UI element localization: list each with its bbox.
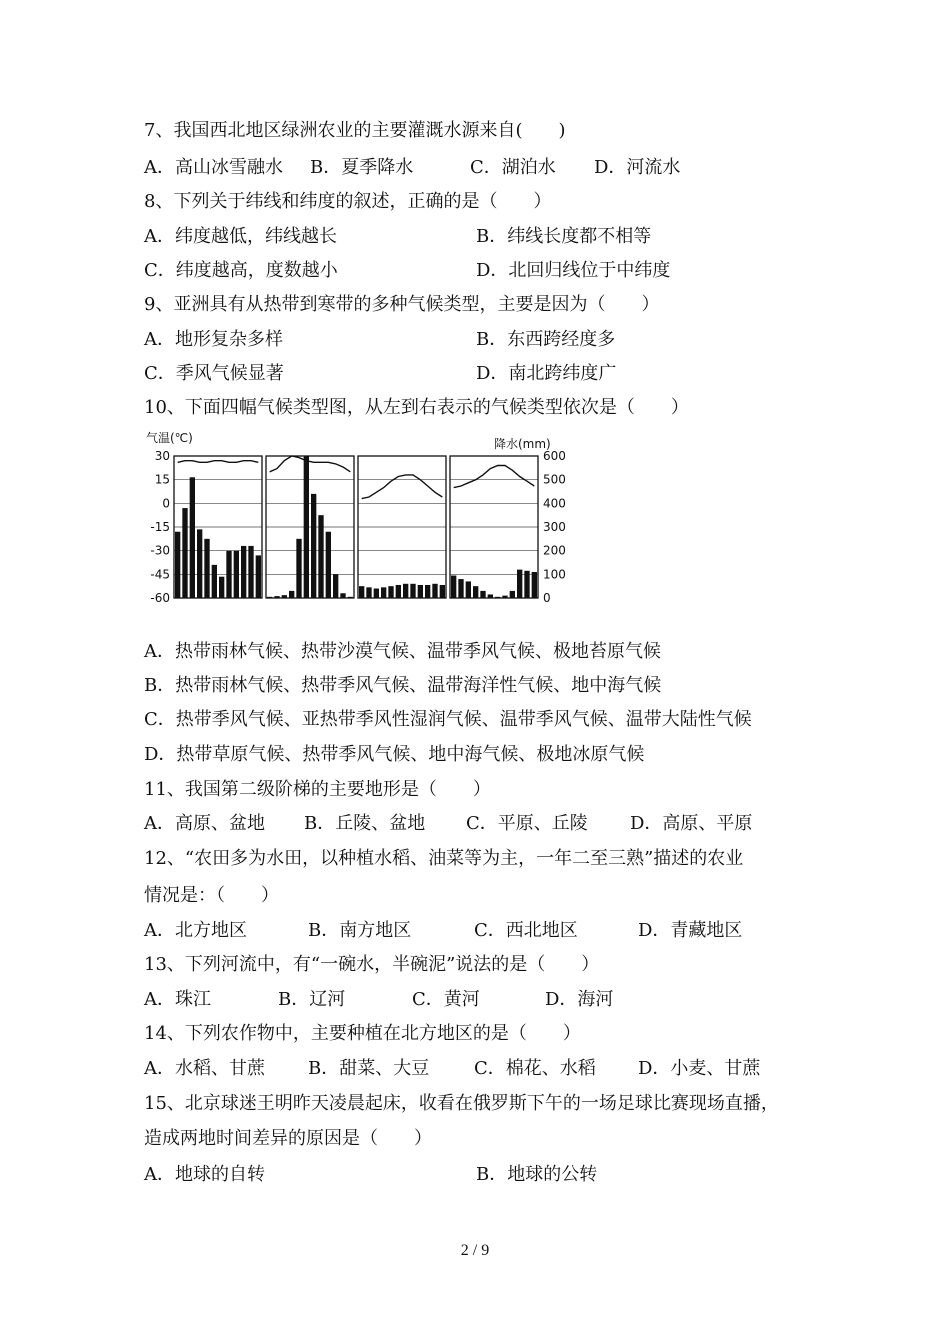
precipitation-bar: [226, 551, 231, 598]
option-b: B．夏季降水: [310, 157, 414, 178]
option-b: B．丘陵、盆地: [304, 813, 426, 834]
option-a: A．地球的自转: [144, 1164, 265, 1185]
precipitation-bar: [304, 456, 309, 598]
precipitation-axis-label: 降水(mm): [494, 437, 551, 451]
temperature-tick-label: -30: [150, 543, 170, 558]
precipitation-bar: [381, 587, 386, 598]
temperature-tick-label: 15: [154, 472, 170, 487]
precipitation-bar: [289, 591, 294, 598]
precipitation-bar: [403, 584, 408, 598]
precipitation-bar: [274, 596, 279, 598]
option-c: C．西北地区: [474, 920, 578, 941]
temperature-tick-label: 0: [162, 496, 170, 511]
question-11-stem: 11、我国第二级阶梯的主要地形是（ ）: [144, 779, 491, 800]
precipitation-bar: [440, 585, 445, 598]
option-c: C．黄河: [412, 989, 480, 1010]
option-b: B．南方地区: [308, 920, 412, 941]
precipitation-bar: [267, 597, 272, 598]
precipitation-bar: [418, 585, 423, 598]
question-14-stem: 14、下列农作物中，主要种植在北方地区的是（ ）: [144, 1023, 581, 1044]
option-d: D．河流水: [594, 157, 681, 178]
option-d: D．海河: [545, 989, 614, 1010]
option-b: B．东西跨经度多: [476, 329, 616, 350]
precipitation-tick-label: 500: [543, 472, 566, 487]
option-b: B．甜菜、大豆: [308, 1058, 430, 1079]
precipitation-tick-label: 400: [543, 496, 566, 511]
precipitation-bar: [256, 555, 261, 598]
option-b: B．地球的公转: [476, 1164, 598, 1185]
precipitation-bar: [532, 572, 537, 598]
precipitation-bar: [451, 576, 456, 598]
precipitation-bar: [326, 532, 331, 598]
option-a: A．北方地区: [144, 920, 247, 941]
precipitation-bar: [340, 593, 345, 598]
option-d: D．高原、平原: [630, 813, 753, 834]
precipitation-bar: [212, 565, 217, 598]
question-7-stem: 7、我国西北地区绿洲农业的主要灌溉水源来自( ): [144, 120, 566, 141]
precipitation-bar: [219, 577, 224, 598]
question-10-option-b: B．热带雨林气候、热带季风气候、温带海洋性气候、地中海气候: [144, 675, 662, 696]
precipitation-bar: [366, 587, 371, 598]
precipitation-bar: [410, 584, 415, 598]
option-a: A．水稻、甘蔗: [144, 1058, 265, 1079]
option-c: C．湖泊水: [470, 157, 556, 178]
precipitation-bar: [510, 591, 515, 598]
option-d: D．青藏地区: [638, 920, 743, 941]
precipitation-bar: [197, 529, 202, 598]
temperature-tick-label: -15: [150, 520, 170, 534]
precipitation-bar: [524, 571, 529, 598]
option-c: C．季风气候显著: [144, 363, 284, 384]
precipitation-bar: [466, 581, 471, 598]
precipitation-bar: [396, 585, 401, 598]
precipitation-bar: [495, 597, 500, 598]
precipitation-bar: [359, 586, 364, 598]
temperature-curve: [270, 456, 351, 472]
temperature-curve: [454, 466, 535, 488]
precipitation-bar: [425, 585, 430, 598]
option-d: D．小麦、甘蔗: [638, 1058, 761, 1079]
question-10-option-a: A．热带雨林气候、热带沙漠气候、温带季风气候、极地苔原气候: [144, 641, 661, 662]
question-10-stem: 10、下面四幅气候类型图，从左到右表示的气候类型依次是（ ）: [144, 397, 689, 418]
option-d: D．南北跨纬度广: [476, 363, 617, 384]
precipitation-tick-label: 600: [543, 449, 566, 463]
precipitation-tick-label: 300: [543, 520, 566, 534]
precipitation-bar: [488, 594, 493, 598]
question-9-stem: 9、亚洲具有从热带到寒带的多种气候类型，主要是因为（ ）: [144, 294, 660, 315]
temperature-curve: [362, 475, 443, 499]
question-8-stem: 8、下列关于纬线和纬度的叙述，正确的是（ ）: [144, 191, 552, 212]
precipitation-bar: [458, 579, 463, 598]
question-13-stem: 13、下列河流中，有“一碗水，半碗泥”说法的是（ ）: [144, 954, 600, 975]
option-c: C．纬度越高，度数越小: [144, 260, 338, 281]
precipitation-bar: [311, 494, 316, 598]
precipitation-bar: [282, 595, 287, 598]
question-15-stem: 15、北京球迷王明昨天凌晨起床，收看在俄罗斯下午的一场足球比赛现场直播，: [144, 1093, 779, 1114]
option-a: A．珠江: [144, 989, 211, 1010]
precipitation-tick-label: 200: [543, 543, 566, 558]
option-c: C．平原、丘陵: [466, 813, 588, 834]
precipitation-bar: [473, 586, 478, 598]
precipitation-bar: [318, 515, 323, 598]
climate-diagrams-figure: [144, 426, 574, 610]
precipitation-bar: [190, 477, 195, 598]
precipitation-bar: [234, 551, 239, 598]
temperature-tick-label: -45: [150, 567, 170, 582]
page-number: 2 / 9: [460, 1242, 490, 1259]
question-15-stem-continued: 造成两地时间差异的原因是（ ）: [144, 1128, 432, 1149]
temperature-tick-label: 30: [154, 449, 170, 463]
precipitation-bar: [241, 546, 246, 598]
precipitation-bar: [248, 546, 253, 598]
precipitation-bar: [348, 597, 353, 598]
option-a: A．地形复杂多样: [144, 329, 283, 350]
precipitation-tick-label: 0: [543, 591, 551, 605]
temperature-axis-label: 气温(℃): [146, 431, 193, 445]
option-a: A．高山冰雪融水: [144, 157, 283, 178]
option-d: D．北回归线位于中纬度: [476, 260, 671, 281]
precipitation-bar: [333, 574, 338, 598]
precipitation-tick-label: 100: [543, 567, 566, 582]
precipitation-bar: [182, 508, 187, 598]
precipitation-bar: [480, 591, 485, 598]
option-c: C．棉花、水稻: [474, 1058, 596, 1079]
question-12-stem: 12、“农田多为水田，以种植水稻、油菜等为主，一年二至三熟”描述的农业: [144, 848, 744, 869]
precipitation-bar: [374, 589, 379, 598]
precipitation-bar: [296, 539, 301, 598]
option-a: A．高原、盆地: [144, 813, 265, 834]
precipitation-bar: [175, 532, 180, 598]
precipitation-bar: [432, 584, 437, 598]
temperature-tick-label: -60: [150, 591, 170, 605]
question-10-option-c: C．热带季风气候、亚热带季风性湿润气候、温带季风气候、温带大陆性气候: [144, 709, 752, 730]
temperature-curve: [178, 461, 259, 463]
precipitation-bar: [502, 596, 507, 598]
option-a: A．纬度越低，纬线越长: [144, 226, 337, 247]
option-b: B．纬线长度都不相等: [476, 226, 652, 247]
option-b: B．辽河: [278, 989, 346, 1010]
question-10-option-d: D．热带草原气候、热带季风气候、地中海气候、极地冰原气候: [144, 744, 645, 765]
question-12-stem-continued: 情况是：（ ）: [144, 885, 279, 906]
precipitation-bar: [517, 570, 522, 598]
precipitation-bar: [204, 539, 209, 598]
precipitation-bar: [388, 586, 393, 598]
